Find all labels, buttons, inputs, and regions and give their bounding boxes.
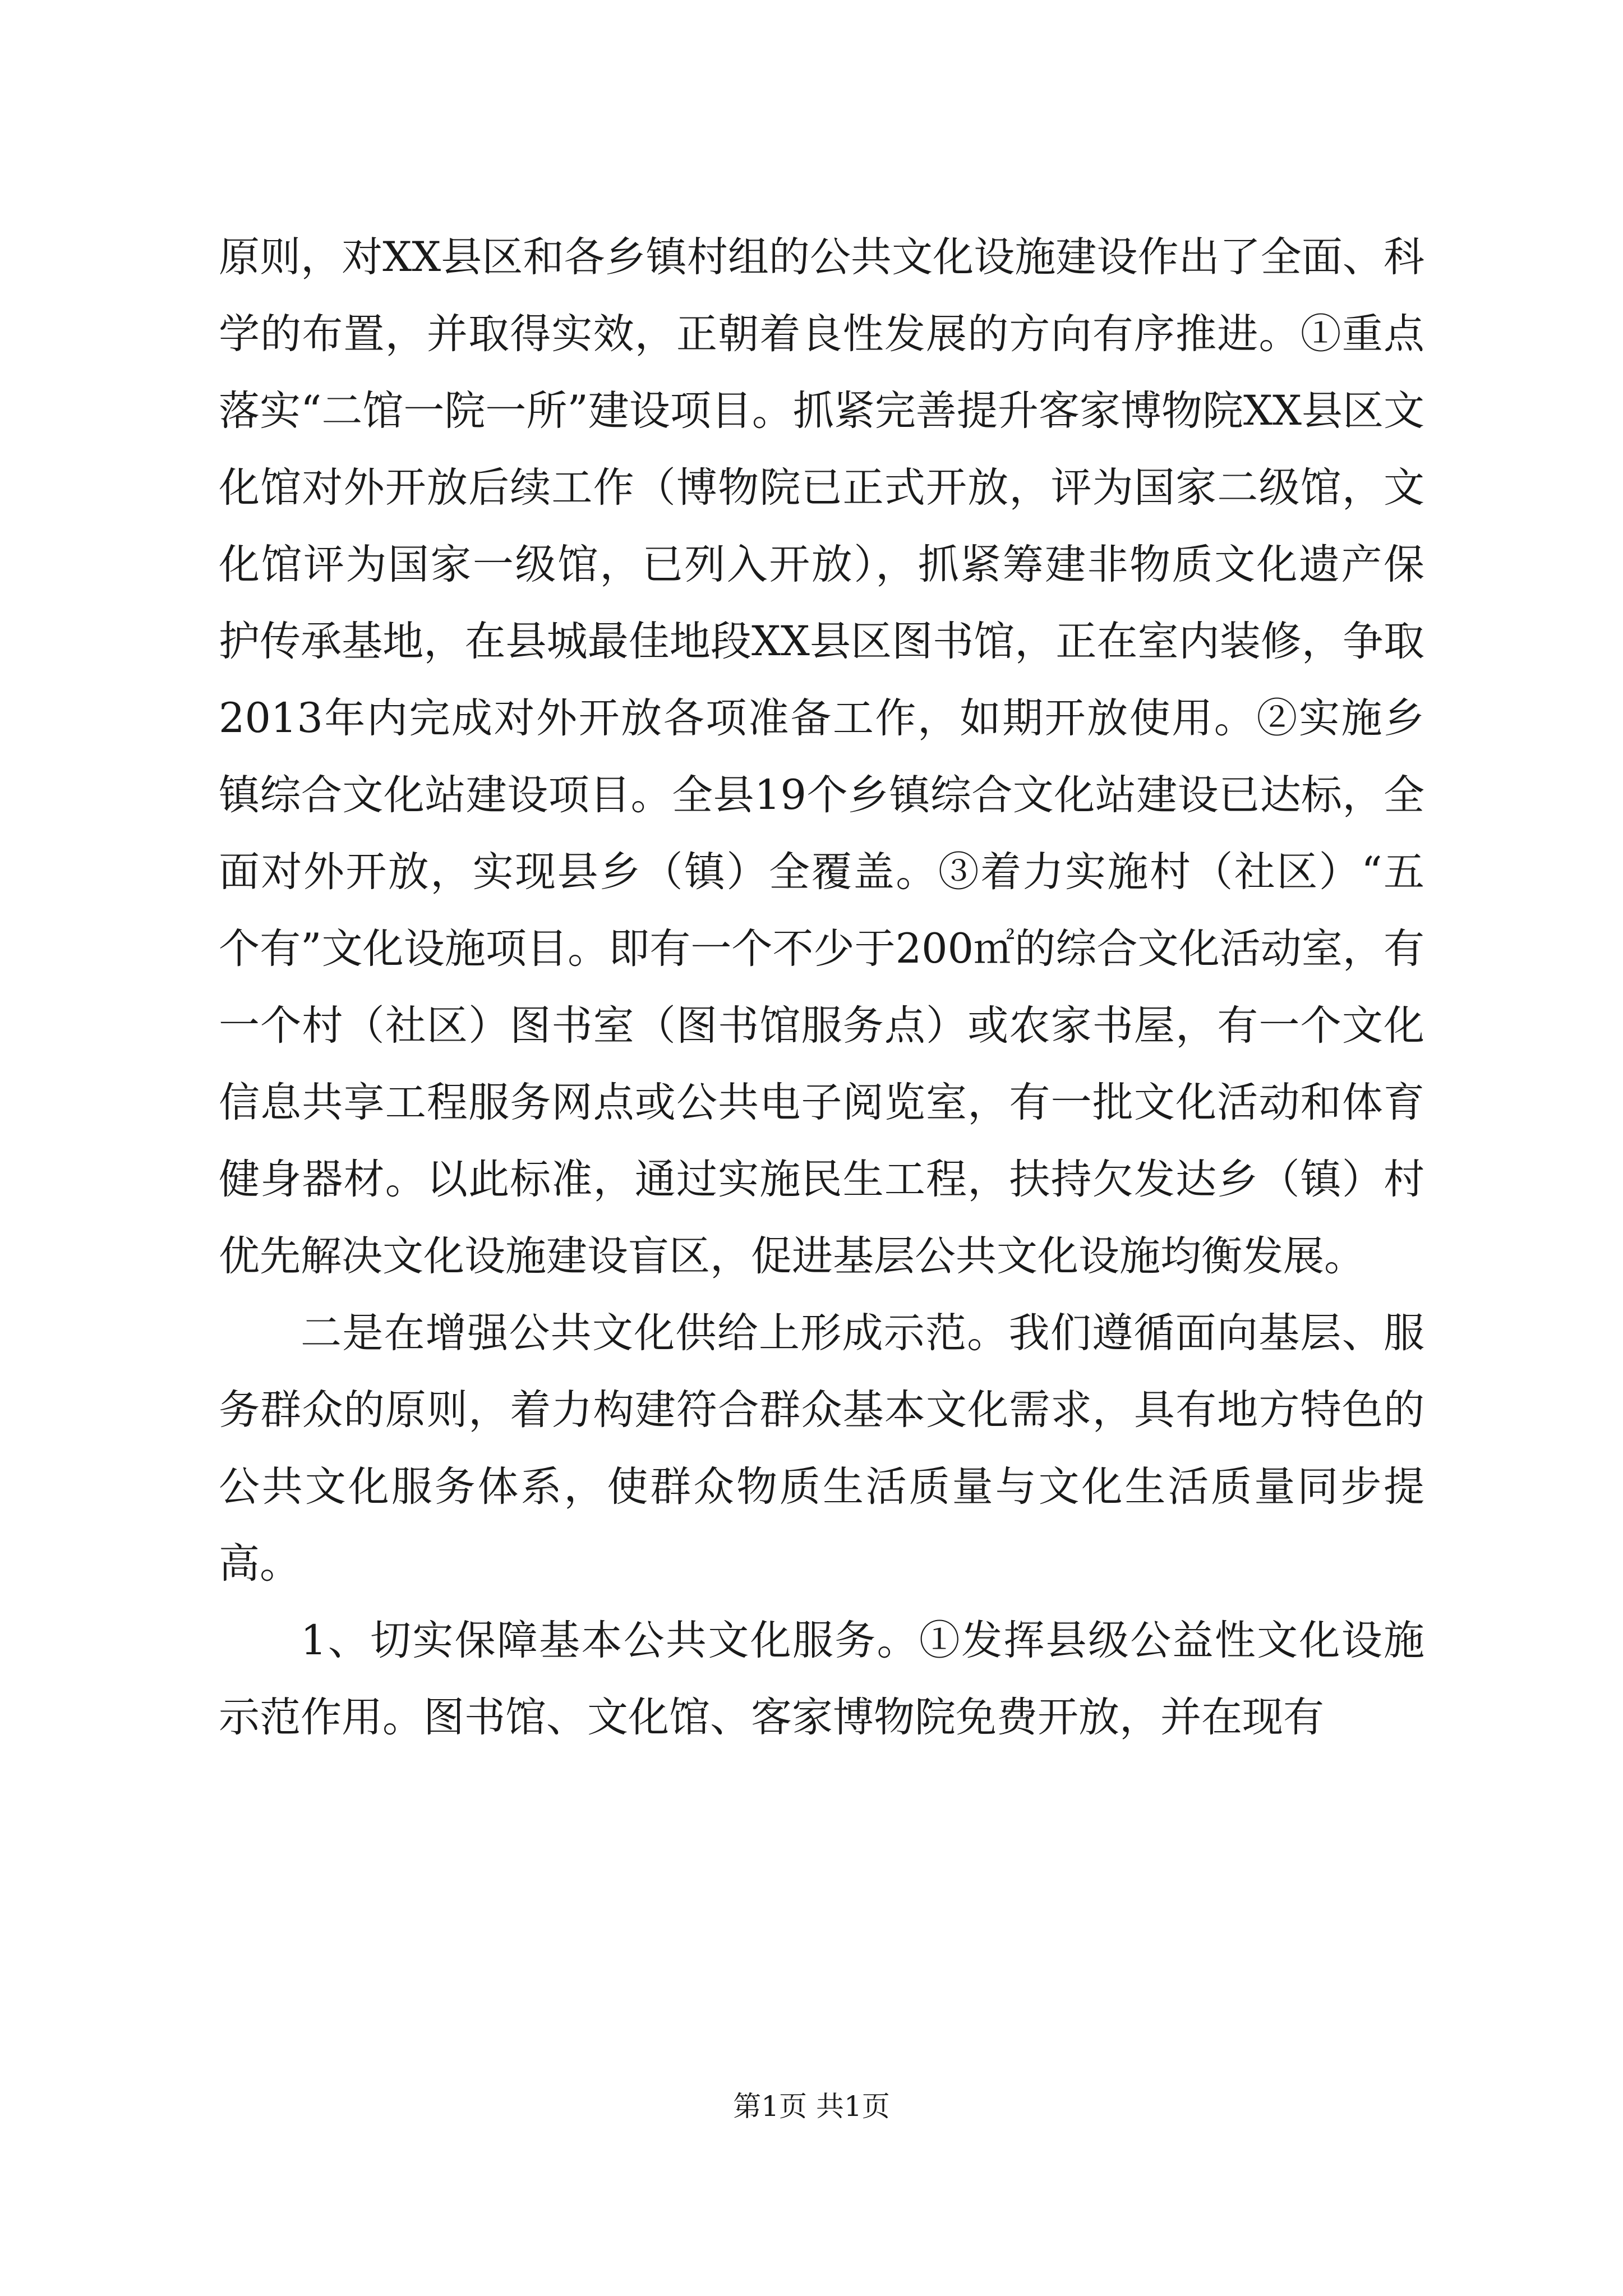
page-number-footer: 第1页 共1页 bbox=[733, 2090, 890, 2123]
document-body bbox=[219, 219, 1424, 1756]
paragraph-2: 二是在增强公共文化供给上形成示范。我们遵循面向基层、服务群众的原则，着力构建符合群众基本文化需求，具有地方特色的公共文化服务体系，使群众物质生活质量与文化生活质量同步提高。 bbox=[219, 1309, 1424, 1588]
paragraph-1: 原则，对XX县区和各乡镇村组的公共文化设施建设作出了全面、科学的布置，并取得实效，正朝着良性发展的方向有序推进。①重点落实“二馆一院一所”建设项目。抓紧完善提升客家博物院XX县区文化馆对外开放后续工作（博物院已正式开放，评为国家二级馆，文化馆评为国家一级馆，已列入开放），抓紧筹建非物质文化遗产保护传承基地，在县城最佳地段XX县区图书馆，正在室内装修，争取2013年内完成对外开放各项准备工作，如期开放使用。②实施乡镇综合文化站建设项目。全县19个乡镇综合文化站建设已达标，全面对外开放，实现县乡（镇）全覆盖。③着力实施村（社区）“五个有”文化设施项目。即有一个不少于200㎡的综合文化活动室，有一个村（社区）图书室（图书馆服务点）或农家书屋，有一个文化信息共享工程服务网点或公共电子阅览室，有一批文化活动和体育健身器材。以此标准，通过实施民生工程，扶持欠发达乡（镇）村优先解决文化设施建设盲区，促进基层公共文化设施均衡发展。 bbox=[219, 233, 1424, 1280]
paragraph-3: 1、切实保障基本公共文化服务。①发挥县级公益性文化设施示范作用。图书馆、文化馆、客家博物院免费开放，并在现有 bbox=[219, 1617, 1424, 1741]
